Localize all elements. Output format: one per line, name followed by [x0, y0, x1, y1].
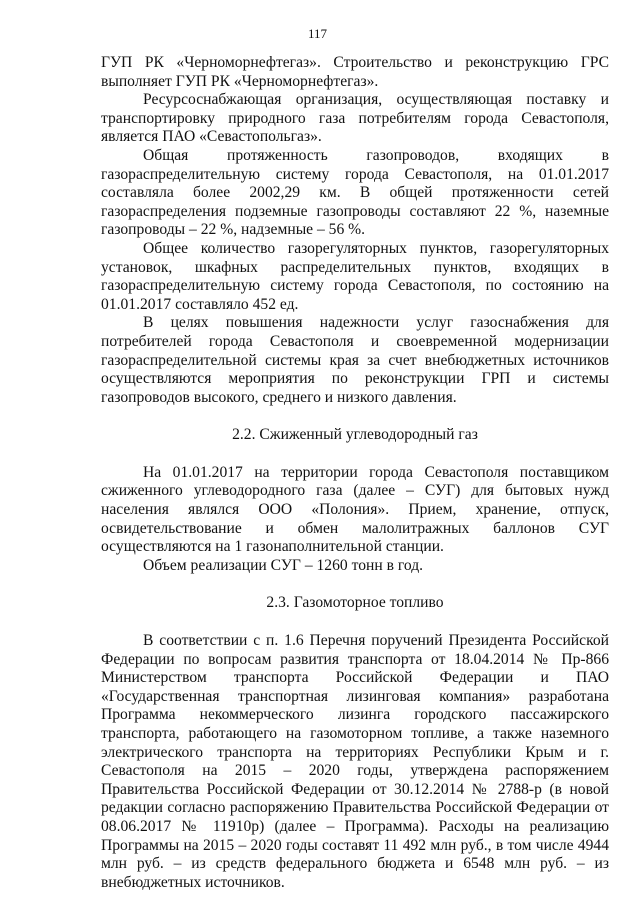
paragraph-lpg-2: Объем реализации СУГ – 1260 тонн в год. — [143, 556, 424, 574]
paragraph-intro-3: Общая протяженность газопроводов, входящих в газораспределительную систему города Севастополя, на 01.01.2017 составляла более 2002,29 км. В общей протяженности сетей газораспределения подземные газопроводы составляют 22 %, наземные газопроводы – 22 %, надземные – 56 %. — [101, 146, 609, 239]
page-number: 117 — [307, 26, 328, 41]
paragraph-intro-2: Ресурсоснабжающая организация, осуществляющая поставку и транспортировку природного газа потребителям города Севастополя, является ПАО «Севастопольгаз». — [101, 91, 609, 146]
paragraph-intro-1: ГУП РК «Черноморнефтегаз». Строительство и реконструкцию ГРС выполняет ГУП РК «Черноморнефтегаз». — [101, 54, 609, 90]
paragraph-motor-fuel-1: В соответствии с п. 1.6 Перечня поручений Президента Российской Федерации по вопросам развития транспорта от 18.04.2014 № Пр-866 Министерством транспорта Российской Федерации и ПАО «Государственная транспортная лизинговая компания» разработана Программа некоммерческого лизинга городского пассажирского транспорта, работающего на газомоторном топливе, а также наземного электрического транспорта на территориях Республики Крым и г. Севастополя на 2015 – 2020 годы, утверждена распоряжением Правительства Российской Федерации от 30.12.2014 № 2788-р (в новой редакции согласно распоряжению Правительства Российской Федерации от 08.06.2017 № 11910р) (далее – Программа). Расходы на реализацию Программы на 2015 – 2020 годы составят 11 492 млн руб., в том числе 4944 млн руб. – из средств федерального бюджета и 6548 млн руб. – из внебюджетных источников. — [101, 632, 609, 891]
paragraph-intro-4: Общее количество газорегуляторных пунктов, газорегуляторных установок, шкафных распределительных пунктов, входящих в газораспределительную систему города Севастополя, по состоянию на 01.01.2017 составляло 452 ед. — [101, 239, 609, 313]
paragraph-intro-5: В целях повышения надежности услуг газоснабжения для потребителей города Севастополя и своевременной модернизации газораспределительной системы края за счет внебюджетных источников осуществляются мероприятия по реконструкции ГРП и системы газопроводов высокого, среднего и низкого давления. — [101, 314, 609, 406]
section-heading-motor-fuel: 2.3. Газомоторное топливо — [266, 594, 444, 612]
paragraph-lpg-1: На 01.01.2017 на территории города Севастополя поставщиком сжиженного углеводородного газа (далее – СУГ) для бытовых нужд населения являлся ООО «Полония». Прием, хранение, отпуск, освидетельствование и обмен малолитражных баллонов СУГ осуществляются на 1 газонаполнительной станции. — [101, 463, 609, 556]
document-body — [101, 54, 609, 892]
section-heading-lpg: 2.2. Сжиженный углеводородный газ — [232, 426, 478, 444]
